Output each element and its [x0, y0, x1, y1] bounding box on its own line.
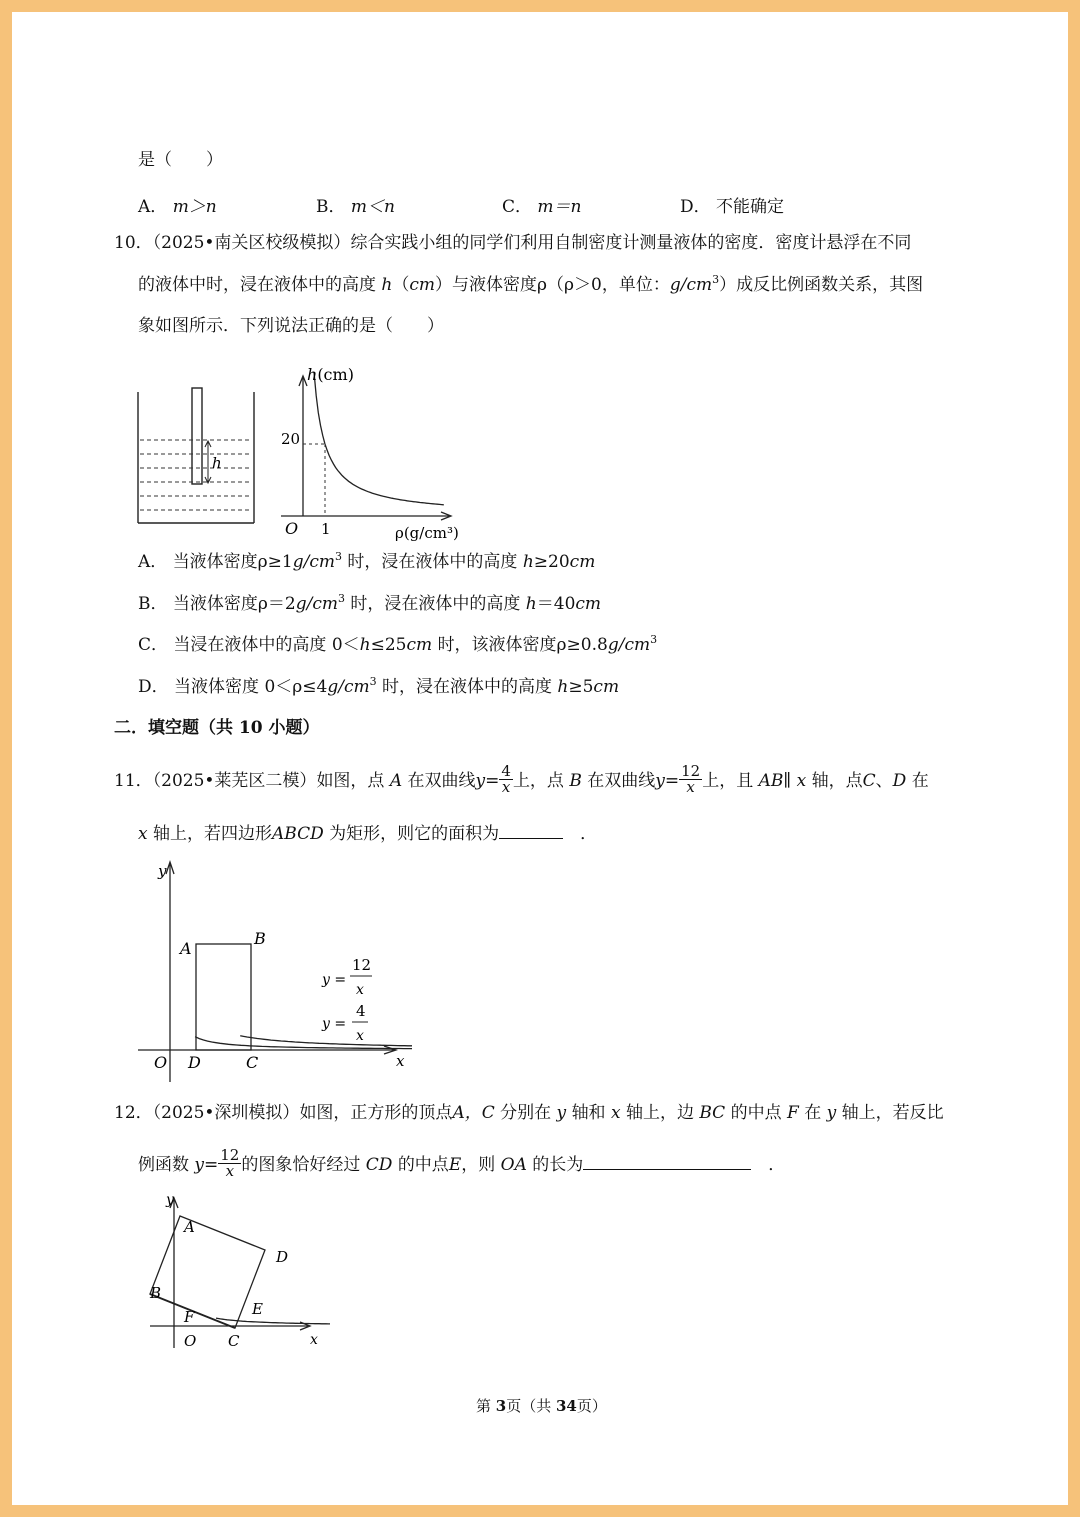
q10-option-b[interactable]: B． 当液体密度$\rho=2g/cm^3$ 时，浸在液体中的高度 h＝40cm [138, 592, 602, 614]
q10-line2: 的液体中时，浸在液体中的高度 h（cm）与液体密度ρ（ρ＞0，单位：$g/cm^3$）成反比例函数关系，其图 [138, 273, 924, 295]
q11-fig-curve1-den: x [356, 982, 364, 998]
q9-option-c[interactable]: C． m＝n [502, 197, 582, 217]
q10-beaker-h-label: h [212, 454, 222, 472]
q11-fig-curve1-num: 12 [352, 956, 372, 974]
q10-option-a[interactable]: A． 当液体密度$\rho\ge 1g/cm^3$ 时，浸在液体中的高度 h≥20cm [138, 550, 596, 572]
q11-fraction-4-over-x: $\frac{4}{x}$ [501, 762, 511, 796]
q11-fraction-12-over-x: $\frac{12}{x}$ [681, 762, 701, 796]
q10-origin: O [285, 519, 299, 538]
q10-line3: 象如图所示．下列说法正确的是（ ） [138, 316, 444, 336]
q10-option-d[interactable]: D． 当液体密度 $0<\rho\le 4g/cm^3$ 时，浸在液体中的高度 h≥5cm [138, 675, 620, 697]
q12-fig-y: y [166, 1192, 174, 1208]
q10-y-axis-label: h(cm) [307, 365, 354, 384]
q11-fig-a: A [180, 939, 192, 958]
q11-graph-figure [132, 850, 412, 1100]
q12-fig-x: x [310, 1332, 318, 1348]
q10-line1: 10．（2025•南关区校级模拟）综合实践小组的同学们利用自制密度计测量液体的密度．密度计悬浮在不同 [114, 233, 912, 253]
q10-inverse-curve [314, 372, 444, 505]
q11-fig-o: O [154, 1053, 168, 1072]
q9-tail-text: 是（ ） [138, 150, 223, 170]
q12-fig-e: E [252, 1300, 263, 1318]
q12-fig-d: D [276, 1248, 289, 1266]
q9-option-d[interactable]: D． 不能确定 [680, 197, 785, 217]
q12-fig-a: A [184, 1218, 195, 1236]
q11-fig-d: D [188, 1053, 201, 1072]
q12-inverse-curve [216, 1318, 330, 1324]
q11-fig-curve2-y: y = [322, 1016, 347, 1032]
q11-fig-curve2-num: 4 [356, 1002, 366, 1020]
q11-curve-12-over-x [240, 1036, 412, 1047]
q11-fig-curve2-den: x [356, 1028, 364, 1044]
document-page [12, 12, 1068, 1505]
q11-fig-y: y [158, 862, 167, 880]
q12-fig-b: B [150, 1284, 162, 1302]
q11-line2: x 轴上，若四边形ABCD 为矩形，则它的面积为 ． [138, 824, 598, 844]
q12-fig-o: O [184, 1332, 197, 1350]
q12-line1: 12．（2025•深圳模拟）如图，正方形的顶点A，C 分别在 y 轴和 x 轴上，边 BC 的中点 F 在 y 轴上，若反比 [114, 1103, 944, 1123]
q11-line1: 11．（2025•莱芜区二模）如图，点 A 在双曲线y= $\frac{4}{x}$ 上，点 B 在双曲线y= $\frac{12}{x}$ 上，且 AB∥ x 轴，点C、D 在 [114, 762, 929, 796]
page-footer: 第 3页（共 34页） [476, 1397, 607, 1415]
q11-fig-c: C [246, 1053, 259, 1072]
q9-option-b[interactable]: B． m＜n [316, 197, 395, 217]
q10-x-tick: 1 [321, 520, 331, 538]
q12-graph-figure [130, 1190, 330, 1355]
q12-line2: 例函数 y= $\frac{12}{x}$ 的图象恰好经过 CD 的中点E，则 OA 的长为 ． [138, 1146, 786, 1180]
q9-option-a[interactable]: A． m＞n [138, 197, 217, 217]
q11-answer-blank[interactable] [499, 838, 563, 839]
section-title-fill-in: 二．填空题（共 10 小题） [114, 718, 320, 738]
q10-beaker-figure [132, 382, 262, 527]
q10-option-c[interactable]: C． 当浸在液体中的高度 0＜h≤25cm 时，该液体密度$\rho\ge 0.8g/cm^3$ [138, 633, 658, 655]
q10-graph-figure [277, 354, 487, 544]
q10-y-tick: 20 [281, 430, 301, 448]
q12-answer-blank[interactable] [583, 1169, 751, 1170]
q12-fig-f: F [184, 1308, 195, 1326]
q11-fig-b: B [254, 929, 266, 948]
q12-fraction-12-over-x: $\frac{12}{x}$ [220, 1146, 240, 1180]
q10-x-axis-label: ρ(g/cm³) [395, 524, 459, 542]
q11-fig-x: x [396, 1052, 405, 1070]
q11-fig-curve1-y: y = [322, 972, 347, 988]
q12-fig-c: C [228, 1332, 240, 1350]
